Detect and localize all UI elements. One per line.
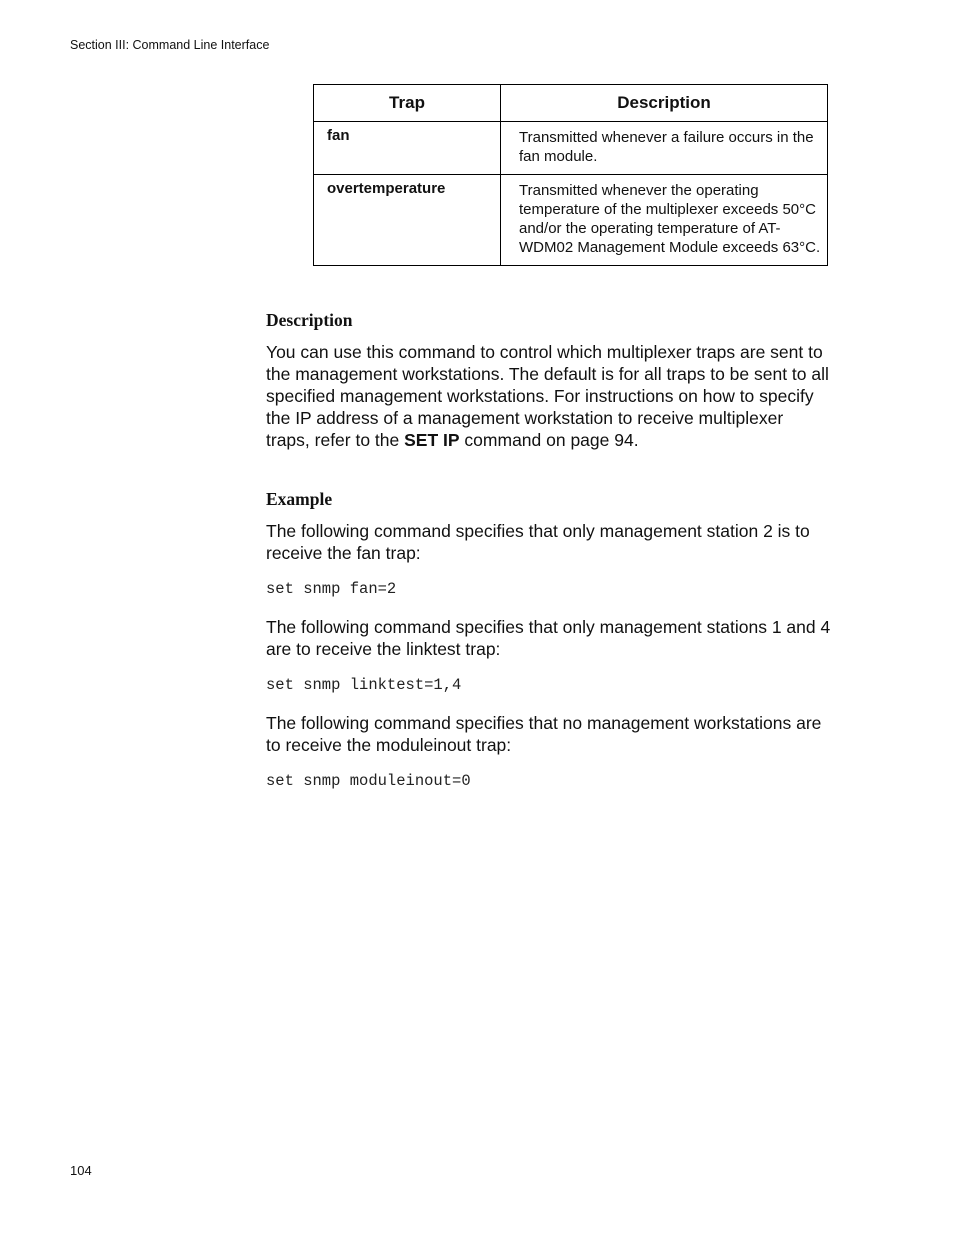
trap-name-cell: fan (314, 122, 501, 175)
example-paragraph: The following command specifies that only management stations 1 and 4 are to receive the linktest trap: (266, 617, 831, 659)
example-paragraph: The following command specifies that only management station 2 is to receive the fan trap: (266, 521, 810, 563)
trap-name-cell: overtemperature (314, 175, 501, 266)
description-text: You can use this command to control which multiplexer traps are sent to the management workstations. The default is for all traps to be sent to all specified management workstations. For instructions on how to specify the IP address of a management workstation to receive multiplexer traps, refer to the (266, 342, 829, 450)
table-header-row (314, 85, 828, 122)
main-content (266, 310, 831, 808)
table-row (314, 175, 828, 266)
trap-description-cell: Transmitted whenever the operating temperature of the multiplexer exceeds 50°C and/or the operating temperature of AT-WDM02 Management Module exceeds 63°C. (501, 175, 828, 266)
description-heading: Description (266, 310, 353, 330)
column-header-trap: Trap (314, 85, 501, 122)
example-paragraph: The following command specifies that no management workstations are to receive the moduleinout trap: (266, 713, 822, 755)
code-example: set snmp moduleinout=0 (266, 772, 471, 790)
description-text-end: command on page 94. (459, 430, 639, 450)
code-example: set snmp fan=2 (266, 580, 397, 598)
command-reference: SET IP (404, 430, 460, 450)
code-example: set snmp linktest=1,4 (266, 676, 462, 694)
description-paragraph (266, 341, 831, 451)
column-header-description: Description (501, 85, 828, 122)
example-heading: Example (266, 489, 333, 509)
table-row (314, 122, 828, 175)
trap-description-cell: Transmitted whenever a failure occurs in the fan module. (501, 122, 828, 175)
running-header: Section III: Command Line Interface (70, 38, 270, 52)
trap-table (313, 84, 828, 266)
page-number: 104 (70, 1163, 92, 1178)
